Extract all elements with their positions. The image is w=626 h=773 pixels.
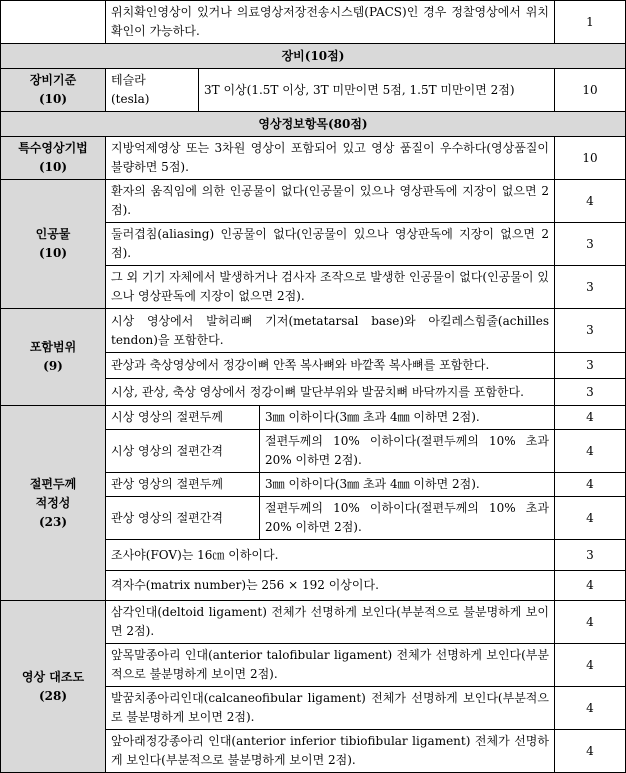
category-label: 장비기준 (29, 73, 77, 87)
score-cell: 4 (555, 730, 626, 773)
score-cell: 4 (555, 644, 626, 687)
category-points: (23) (38, 514, 68, 529)
score-cell: 3 (555, 266, 626, 309)
criterion-text: 둘러겹침(aliasing) 인공물이 없다(인공물이 있으나 영상판독에 지장이 없으면 2점). (106, 223, 555, 266)
score-cell: 4 (555, 601, 626, 644)
category-label: 인공물 (35, 227, 71, 241)
table-row (1, 406, 626, 430)
score-cell: 4 (555, 687, 626, 730)
category-image-contrast (1, 601, 106, 773)
score-cell: 10 (555, 69, 626, 112)
criterion-text: 앞아래정강종아리 인대(anterior inferior tibiofibular ligament) 전체가 선명하게 보인다(부분적으로 불분명하게 보이면 2점). (106, 730, 555, 773)
criterion-text: 3㎜ 이하이다(3㎜ 초과 4㎜ 이하면 2점). (260, 473, 555, 497)
criterion-text: 환자의 움직임에 의한 인공물이 없다(인공물이 있으나 영상판독에 지장이 없으면 2점). (106, 180, 555, 223)
score-cell: 4 (555, 406, 626, 430)
criterion-text: 지방억제영상 또는 3차원 영상이 포함되어 있고 영상 품질이 우수하다(영상품질이 불량하면 5점). (106, 137, 555, 180)
table-row (1, 309, 626, 353)
category-label: 특수영상기법 (18, 141, 88, 155)
category-artifact (1, 180, 106, 309)
unit-sub: (tesla) (111, 92, 150, 106)
category-slice-thickness (1, 406, 106, 601)
score-cell: 3 (555, 309, 626, 353)
criterion-text: 조사야(FOV)는 16㎝ 이하이다. (106, 540, 555, 571)
section-title-image-info: 영상정보항목(80점) (1, 112, 626, 137)
criterion-text: 격자수(matrix number)는 256 × 192 이상이다. (106, 571, 555, 601)
criterion-text: 관상과 축상영상에서 정강이뼈 안쪽 복사뼈와 바깥쪽 복사뼈를 포함한다. (106, 353, 555, 379)
sub-criterion-label: 시상 영상의 절편간격 (106, 430, 260, 473)
score-cell: 10 (555, 137, 626, 180)
unit-cell (106, 69, 199, 112)
criterion-text: 그 외 기기 자체에서 발생하거나 검사자 조작으로 발생한 인공물이 없다(인공물이 있으나 영상판독에 지장이 없으면 2점). (106, 266, 555, 309)
section-title-equipment: 장비(10점) (1, 44, 626, 69)
criterion-text: 시상, 관상, 축상 영상에서 정강이뼈 말단부위와 발꿈치뼈 바닥까지를 포함한다. (106, 379, 555, 406)
score-cell: 3 (555, 379, 626, 406)
score-cell: 4 (555, 497, 626, 540)
score-cell: 1 (555, 1, 626, 44)
category-equipment (1, 69, 106, 112)
table-row (1, 1, 626, 44)
criterion-text: 위치확인영상이 있거나 의료영상저장전송시스템(PACS)인 경우 정찰영상에서 위치 확인이 가능하다. (106, 1, 555, 44)
score-cell: 3 (555, 353, 626, 379)
category-special-imaging (1, 137, 106, 180)
category-cell-blank (1, 1, 106, 44)
category-label: 포함범위 (29, 340, 77, 354)
category-points: (28) (38, 688, 68, 703)
criterion-text: 앞목말종아리 인대(anterior talofibular ligament) 전체가 선명하게 보인다(부분적으로 불분명하게 보이면 2점). (106, 644, 555, 687)
criterion-text: 절편두께의 10% 이하이다(절편두께의 10% 초과 20% 이하면 2점). (260, 497, 555, 540)
category-label: 절편두께 (29, 476, 77, 491)
score-cell: 4 (555, 430, 626, 473)
table-row (1, 180, 626, 223)
criterion-text: 발꿈치종아리인대(calcaneofibular ligament) 전체가 선명하게 보인다(부분적으로 불분명하게 보이면 2점). (106, 687, 555, 730)
unit-label: 테슬라 (111, 73, 146, 87)
score-cell: 4 (555, 571, 626, 601)
section-header-row (1, 44, 626, 69)
category-points: (9) (43, 359, 63, 373)
sub-criterion-label: 관상 영상의 절편두께 (106, 473, 260, 497)
score-cell: 4 (555, 473, 626, 497)
table-row (1, 69, 626, 112)
criterion-text: 삼각인대(deltoid ligament) 전체가 선명하게 보인다(부분적으로 불분명하게 보이면 2점). (106, 601, 555, 644)
criterion-text: 절편두께의 10% 이하이다(절편두께의 10% 초과 20% 이하면 2점). (260, 430, 555, 473)
sub-criterion-label: 시상 영상의 절편두께 (106, 406, 260, 430)
category-points: (10) (38, 92, 68, 106)
criterion-text: 3T 이상(1.5T 이상, 3T 미만이면 5점, 1.5T 미만이면 2점) (199, 69, 555, 112)
category-points: (10) (38, 246, 68, 260)
criterion-text: 3㎜ 이하이다(3㎜ 초과 4㎜ 이하면 2점). (260, 406, 555, 430)
score-cell: 3 (555, 540, 626, 571)
category-label-line2: 적정성 (35, 495, 71, 510)
category-label: 영상 대조도 (21, 669, 85, 684)
sub-criterion-label: 관상 영상의 절편간격 (106, 497, 260, 540)
category-coverage (1, 309, 106, 406)
table-row (1, 137, 626, 180)
score-cell: 3 (555, 223, 626, 266)
criterion-text: 시상 영상에서 발허리뼈 기저(metatarsal base)와 아킬레스힘줄(achilles tendon)을 포함한다. (106, 309, 555, 353)
section-header-row (1, 112, 626, 137)
table-row (1, 601, 626, 644)
score-cell: 4 (555, 180, 626, 223)
category-points: (10) (38, 160, 68, 174)
